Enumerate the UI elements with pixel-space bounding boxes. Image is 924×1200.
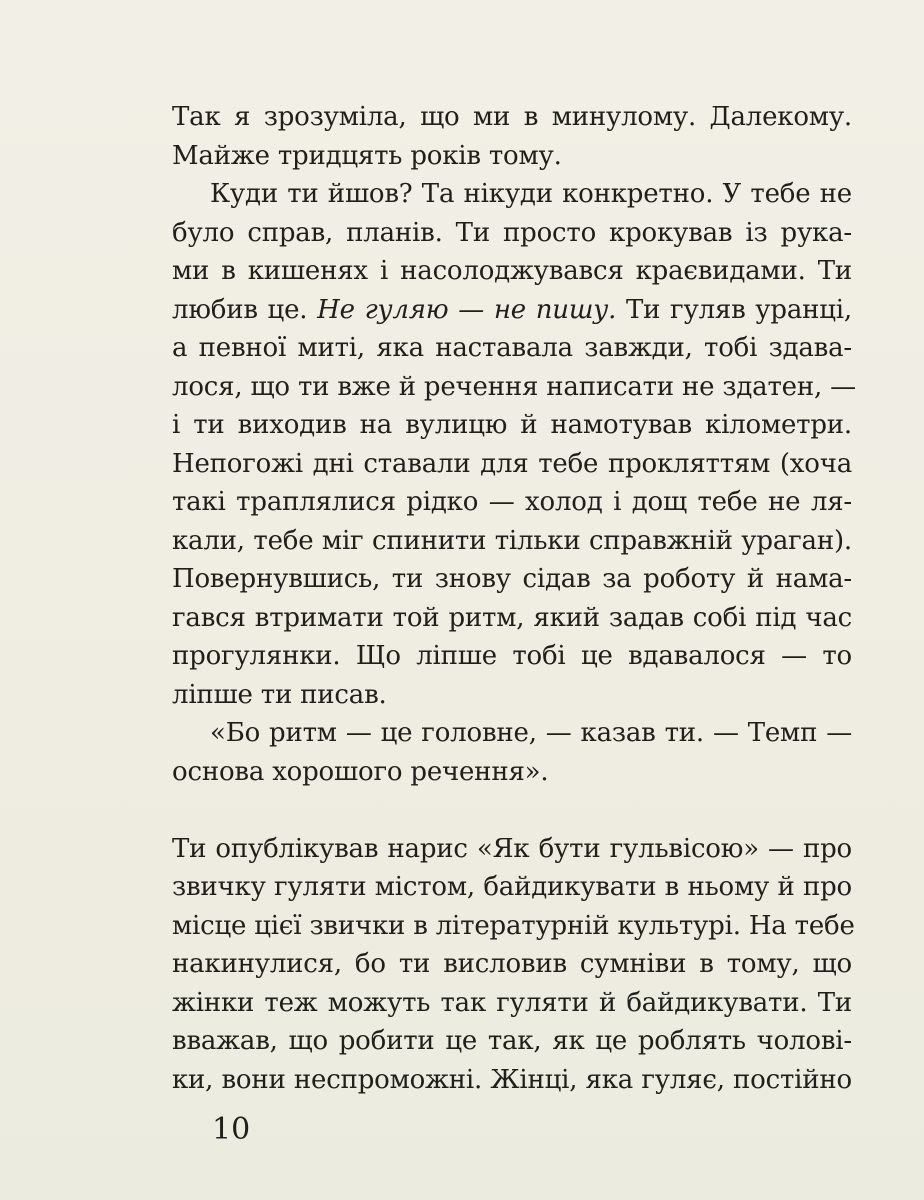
text-line: ки, вони неспроможні. Жінці, яка гуляє, постійно	[172, 1064, 852, 1095]
text-line: Непогожі дні ставали для тебе прокляттям (хоча	[172, 448, 852, 479]
text-line: ми в кишенях і насолоджувався краєвидами. Ти	[172, 256, 852, 286]
text-line: Майже тридцять років тому.	[172, 140, 562, 171]
text-line-with-italic	[172, 291, 852, 330]
text-line: такі траплялися рідко — холод і дощ тебе не ля-	[172, 487, 852, 517]
paragraph-3	[172, 714, 852, 791]
italic-quote: Не гуляю — не пишу.	[317, 294, 617, 325]
text-line: ліпше ти писав.	[172, 679, 387, 710]
text-line: звичку гуляти містом, байдикувати в ньому й про	[172, 872, 852, 902]
text-line: жінки теж можуть так гуляти й байдикувати. Ти	[172, 987, 852, 1018]
text-line: кали, тебе міг спинити тільки справжній ураган).	[172, 525, 852, 556]
text-line: основа хорошого речення».	[172, 756, 549, 787]
text-line: місце цієї звички в літературній культурі. На тебе	[172, 910, 855, 941]
text-line: Так я зрозуміла, що ми в минулому. Далекому.	[172, 102, 852, 132]
text-line: «Бо ритм — це головне, — казав ти. — Темп —	[210, 718, 852, 748]
text-line: вважав, що робити це так, як це роблять чолові-	[172, 1026, 852, 1056]
text-line: прогулянки. Що ліпше тобі це вдавалося — то	[172, 641, 852, 671]
text-line: і ти виходив на вулицю й намотував кілометри.	[172, 410, 852, 440]
text-line: Куди ти йшов? Та нікуди конкретно. У тебе не	[210, 179, 852, 209]
page-number: 10	[212, 1112, 251, 1147]
section-break	[172, 791, 852, 830]
text-segment: любив це.	[172, 294, 318, 325]
body-text	[172, 98, 856, 1099]
text-line: лося, що ти вже й речення написати не здатен, —	[172, 371, 856, 402]
text-line: Повернувшись, ти знову сідав за роботу й нама-	[172, 564, 852, 594]
text-line: накинулися, бо ти висловив сумніви в тому, що	[172, 949, 852, 979]
text-line: Ти опублікував нарис «Як бути гульвісою» — про	[172, 833, 852, 864]
paragraph-2	[172, 175, 856, 714]
text-line: гався втримати той ритм, який задав собі під час	[172, 602, 852, 633]
text-line: а певної миті, яка наставала завжди, тобі здава-	[172, 333, 852, 363]
paragraph-4	[172, 830, 855, 1100]
paragraph-1	[172, 98, 852, 175]
text-line: було справ, планів. Ти просто крокував із рука-	[172, 217, 852, 248]
text-segment: Ти гуляв уранці,	[616, 294, 852, 325]
